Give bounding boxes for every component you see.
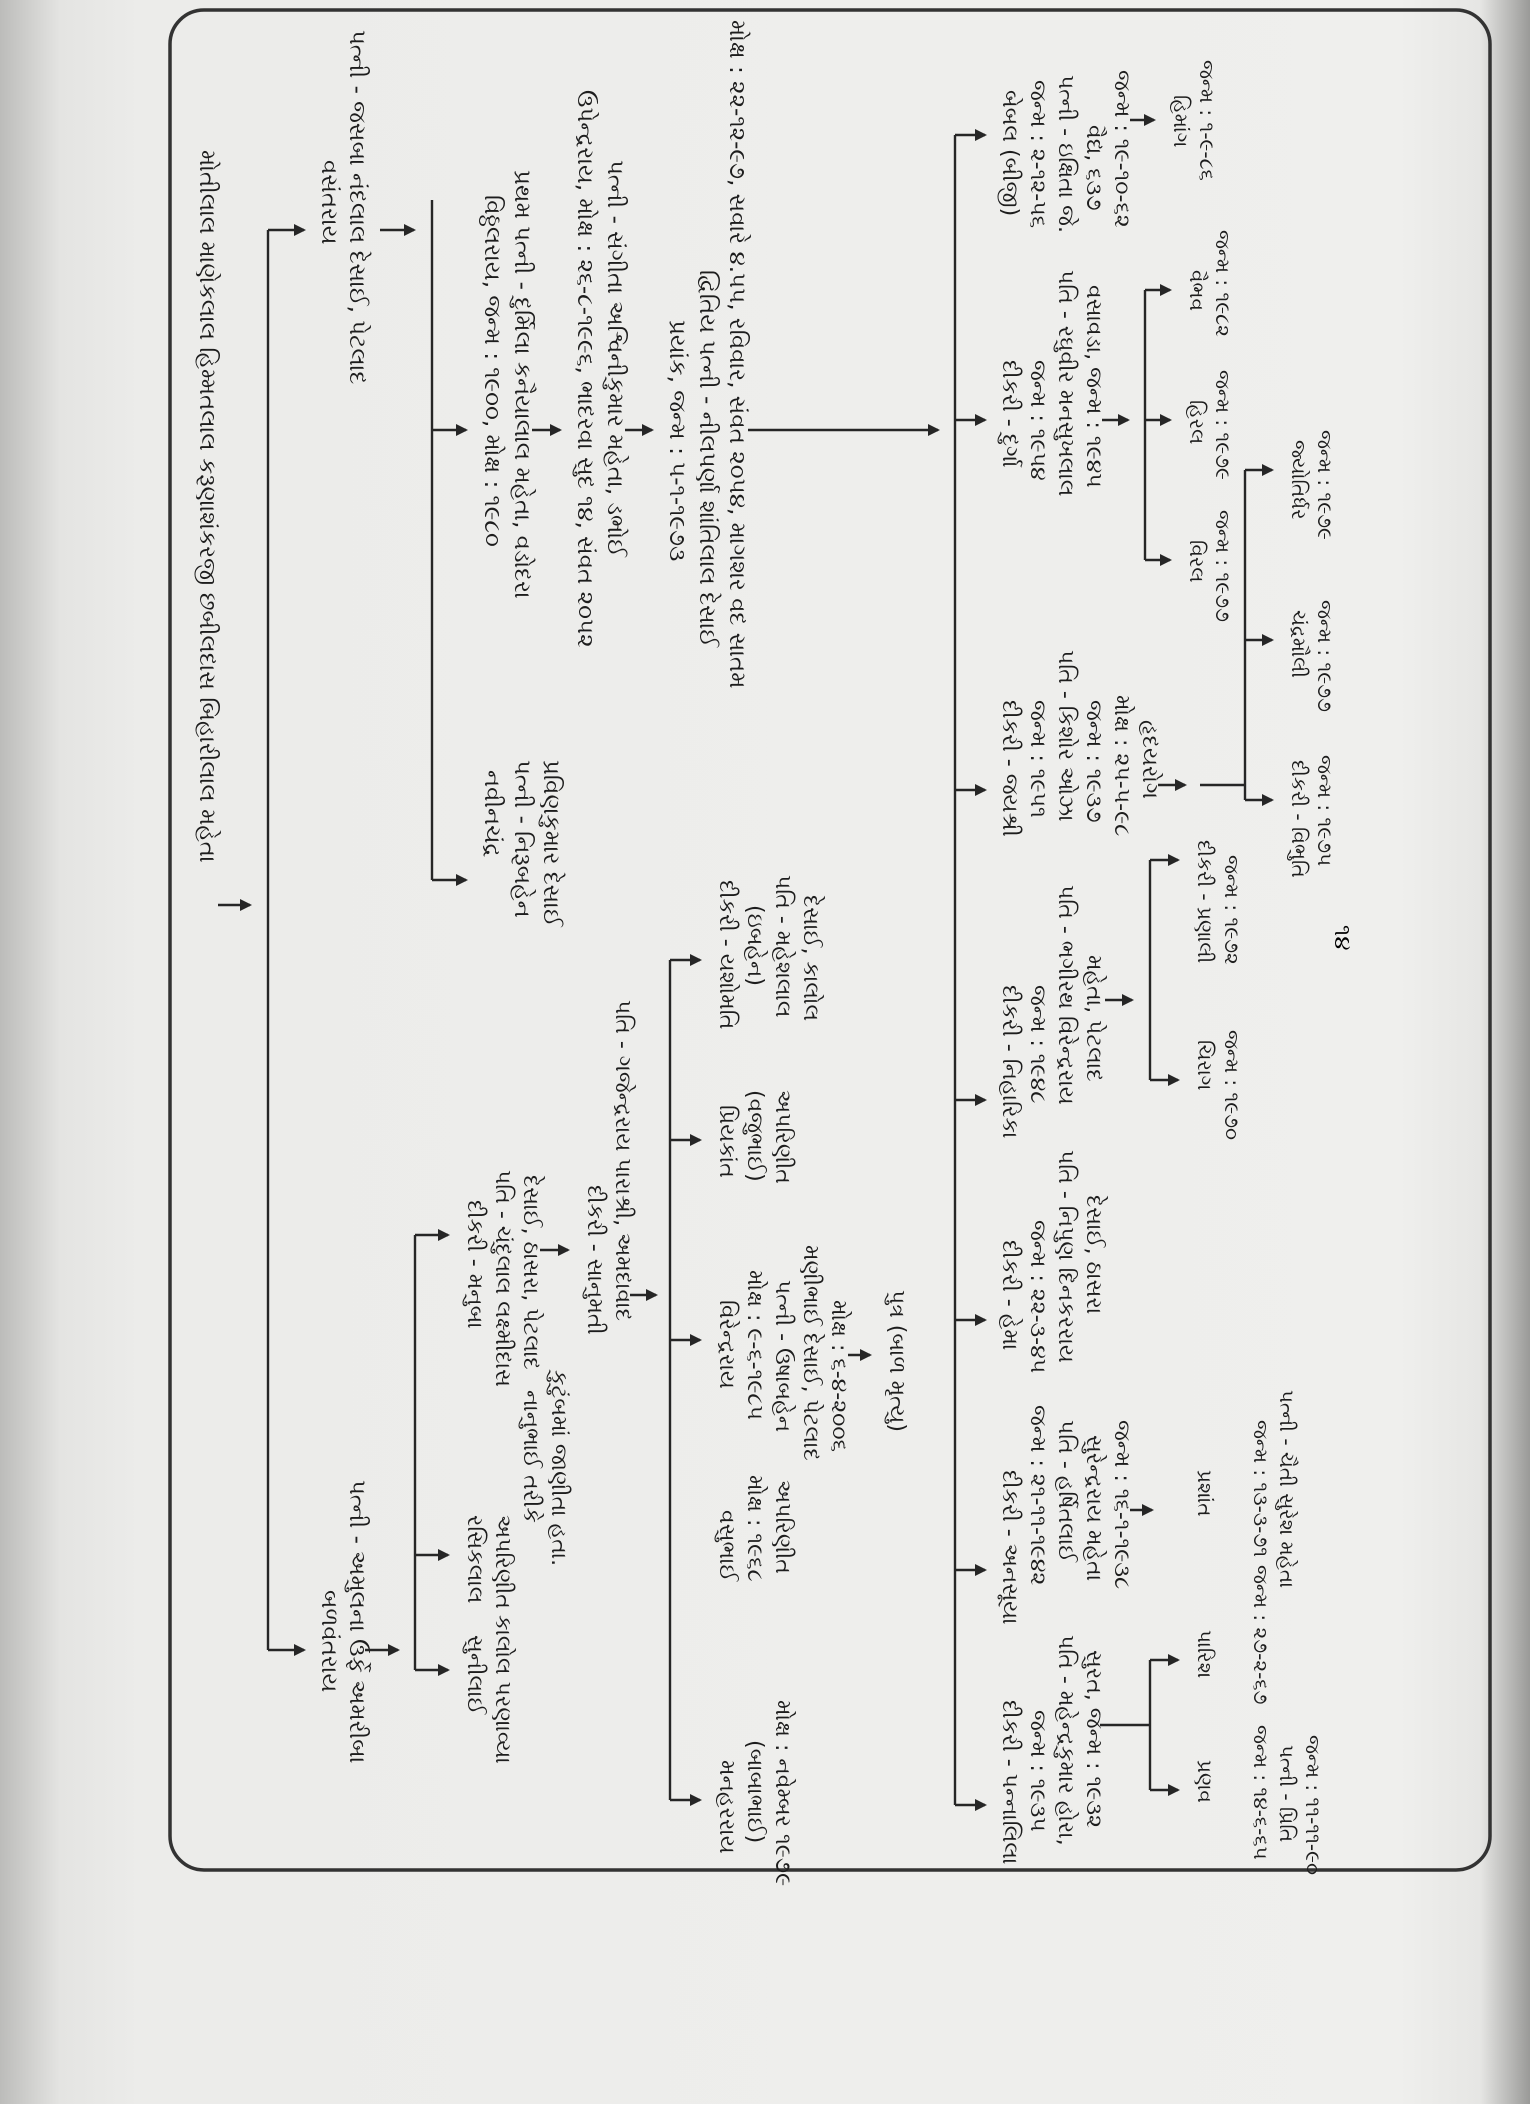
prashant-line2: જન્મ : ૧૩-૩-૭૧	[1249, 1420, 1273, 1558]
branch-basantray	[316, 1480, 370, 1763]
chirag-name: ચિરાગ	[1193, 1040, 1217, 1091]
vithalray-name: વિઠ્ઠલરાય, જન્મ : ૧૯૦૦, મોક્ષ : ૧૯૮૦	[479, 195, 505, 547]
rasiklal-line4: કુટુંબમાં જાણીતા હતા.	[546, 1370, 571, 1567]
pannalila-node	[997, 1635, 1106, 1864]
prashant-node	[1193, 1390, 1299, 1588]
hiral-line2: જન્મ : ૧૯૭૯	[1211, 370, 1235, 480]
hema-node	[997, 1150, 1108, 1373]
jayshree-line5: મોક્ષ : ૨૫-૫-૯૮	[1109, 695, 1134, 837]
jyotirdhar-name: જ્યોતિર્ધર	[1287, 440, 1311, 520]
vasantray-name: વસંતરાય	[316, 160, 342, 245]
durga-name: દીકરી - દુર્ગા	[997, 360, 1022, 468]
hema-name: દીકરી - હેમા	[997, 1240, 1022, 1351]
sanumati-name: દીકરી - સાનુમતી	[582, 1185, 607, 1335]
virendraray-line6: પુત્ર (બાળ મૃત્યુ)	[884, 1290, 909, 1432]
priyakant-line3: અપરિણીત	[770, 1090, 795, 1184]
virendraray-line5: મોક્ષ : ૬-૪-૨૦૦૬	[826, 1300, 851, 1452]
hema-line4: દેસાઈ, ઠાસરા	[1081, 1195, 1106, 1315]
vaibhav-name: વૈભવ	[1185, 270, 1209, 311]
rasiklal-line3: નાનુભાઈ તરીકે	[518, 1390, 543, 1523]
jayshree-name: દીકરી - જયશ્રી	[997, 700, 1022, 837]
hema-line2: જન્મ : ૨૨-૩-૪૫	[1025, 1220, 1050, 1374]
rasiklal-line2: અપરિણીત	[490, 1515, 515, 1609]
manuba-node	[462, 1170, 545, 1387]
yashomati-name: દીકરી - યશોમતિ	[714, 880, 739, 1030]
vasubhai-name: વસુભાઈ	[714, 1510, 739, 1582]
jayshree-line6: હૃદયરોગ	[1137, 720, 1162, 799]
prayank-line1: પ્રયાંક, જન્મ : ૫-૧-૧૯૭૩	[664, 320, 690, 562]
manharray-line2: (બાબાભાઈ)	[742, 1740, 767, 1844]
pranav-line3: પત્ની - પ્રિતિ	[1275, 1745, 1299, 1843]
root-title: મોતીલાલ માણેકલાલ હિમ્મતલાલ કરૂણાશંકરજી છબીલદાસ બિહારીલાલ મહેતા	[194, 150, 220, 863]
manuba-line3: દેસાઈ, ઠાસરા, પેટલાદ	[518, 1175, 543, 1370]
pannalila-name: દીકરી - પન્નાલિલા	[997, 1700, 1022, 1865]
pannalila-line4: સુરત, જન્મ : ૧૯૩૨	[1081, 1650, 1106, 1828]
parish-node	[1193, 1565, 1273, 1705]
himang-name: હિમાંગ	[1169, 95, 1193, 148]
vasubhai-line3: અપરિણીત	[770, 1480, 795, 1574]
parish-name: પારિશ	[1193, 1630, 1217, 1679]
durga-line2: જન્મ : ૧૯૫૪	[1025, 360, 1050, 481]
pranav-line4: જન્મ : ૧૧-૧૧-૯૦	[1301, 1735, 1325, 1876]
jayshree-line4: જન્મ : ૧૯૩૭	[1081, 700, 1106, 823]
anasuya-line3: પતિ - હર્ષિતલાઈ	[1053, 1420, 1078, 1563]
page-number: ૧૪	[1329, 925, 1355, 951]
pranali-name: દીકરી - પ્રણાલી	[1193, 840, 1217, 964]
viral-name: વિરલ	[1185, 540, 1209, 583]
durga-line3: પતિ - રઘુવીર મનસુખલાલ	[1053, 270, 1078, 497]
pranav-name: પ્રણવ	[1193, 1760, 1217, 1803]
durga-line4: વસાવડા, જન્મ : ૧૯૪૫	[1081, 285, 1106, 488]
vaibhav-node	[1185, 230, 1235, 337]
rasiklal-node	[462, 1368, 571, 1609]
chandramouli-name: ચંદ્રમૌલી	[1287, 610, 1311, 678]
jayshree-line3: પતિ - કિશોર ઓઝા	[1053, 650, 1078, 822]
vasantray-wife: પત્ની - જસબા નંદલાલ દેસાઈ, પેટલાદ	[344, 30, 370, 385]
pranav-line2: જન્મ : ૧૪-૬-૬૫	[1249, 1725, 1273, 1860]
viral-node	[1185, 510, 1235, 622]
sunilai-name: સુનીલાઈ	[462, 1635, 487, 1715]
niharika-line2: જન્મ : ૧૯૪૮	[1025, 985, 1050, 1104]
basantray-name: બળવંતરાય	[316, 1590, 342, 1693]
jyotirdhar-node	[1287, 430, 1337, 540]
manharray-line3: મોક્ષ : નવેમ્બર ૧૯૭૯	[770, 1700, 795, 1887]
chirag-line2: જન્મ : ૧૯૭૦	[1220, 1030, 1244, 1141]
basantray-wife: પત્ની - અમુલના ઉર્ફે અમરીબા	[344, 1480, 370, 1764]
navinchandra-node	[479, 760, 566, 928]
sunilai-line2: કાલોલ પરણાવ્યા	[490, 1615, 515, 1764]
priyakant-name: પ્રિયકાંત	[714, 1105, 739, 1178]
virendraray-name: વિરેન્દ્રરાય	[714, 1300, 739, 1389]
chirag-node	[1193, 1030, 1244, 1140]
manuba-name: દીકરી - મનુબા	[462, 1200, 487, 1329]
navinchandra-wife-family: પ્રવિણકુમાર દેસાઈ	[538, 760, 564, 927]
himang-line2: જન્મ : ૧-૯-૮૬	[1195, 60, 1219, 181]
niharika-node	[997, 885, 1107, 1138]
pranav-node	[1193, 1725, 1325, 1875]
pranali-node	[1193, 840, 1244, 965]
upendra-line2: પત્ની - સંગીતા અશ્વિનીકુમાર મહેતા, ડભોઈ	[602, 160, 628, 557]
vasubhai-line2: મોક્ષ : ૧૯૬૮	[742, 1475, 767, 1582]
anasuya-name: દીકરી - અનસૂયા	[997, 1470, 1022, 1625]
anasuya-line4: સુરેન્દ્રરાય મહેતા	[1081, 1435, 1106, 1582]
viral-line2: જન્મ : ૧૯૭૭	[1211, 510, 1235, 622]
vibhuti-name: દીકરી - વિભુતિ	[1287, 760, 1311, 878]
upendra-line1: ઉપેન્દ્રરાય, મોક્ષ : ૨૬-૮-૧૯૯૬, ભાદરવા સુદ ૧૪, સંવત ૨૦૫૨	[572, 90, 598, 648]
bebal-name: બેબલ (બીજી)	[997, 90, 1022, 217]
vithalray-node	[479, 170, 536, 599]
anasuya-node	[997, 1405, 1134, 1625]
vibhuti-line2: જન્મ : ૧૯૭૫	[1313, 755, 1337, 867]
anasuya-line2: જન્મ : ૨૧-૧૧-૧૯૪૨	[1025, 1405, 1050, 1586]
niharika-name: દીકરી - નિહારિકા	[997, 985, 1022, 1139]
priyakant-node	[714, 1090, 795, 1184]
chandramouli-line2: જન્મ : ૧૯૭૭	[1313, 600, 1337, 712]
bebal-node	[997, 70, 1134, 233]
manharray-node	[714, 1700, 796, 1886]
himang-node	[1169, 60, 1219, 181]
virendraray-line4: મણીભાઈ દેસાઈ, પેટલાદ	[798, 1245, 823, 1461]
pannalila-line3: પતિ - મહેન્દ્રકુમાર હોરા,	[1053, 1635, 1078, 1846]
yashomati-line2: (ઇબહેન)	[742, 905, 767, 987]
branch-vasantray	[316, 30, 372, 385]
pannalila-line2: જન્મ : ૧૯૩૫	[1025, 1710, 1050, 1832]
virendraray-node	[714, 1245, 909, 1461]
prayank-node	[664, 20, 751, 688]
manharray-name: મનહરરાય	[714, 1760, 739, 1854]
pranali-line2: જન્મ : ૧૯૭૨	[1220, 855, 1244, 965]
anasuya-line5: જન્મ : ૧૬-૧-૧૯૩૮	[1109, 1420, 1134, 1590]
vibhuti-node	[1287, 755, 1337, 878]
vithalray-wife: પ્રથમ પત્ની - દુર્મિલા કનૈયાલાલ મહેતા, વડોદરા	[509, 170, 535, 599]
yashomati-line4: દેસાઈ, કાલોલ	[798, 895, 823, 1022]
prashant-name: પ્રશાંત	[1193, 1470, 1217, 1517]
bebal-line3: પત્ની - ઇક્ષિતા જે.	[1053, 75, 1078, 233]
manuba-line2: પતિ - ચંદુલાલ લક્ષ્મીદાસ	[490, 1170, 515, 1387]
jyotirdhar-line2: જન્મ : ૧૯૭૯	[1313, 430, 1337, 540]
virendraray-line2: મોક્ષ : ૯-૬-૧૯૮૫	[742, 1270, 767, 1420]
navinchandra-wife: પત્ની - નિરૂબહેન	[509, 760, 535, 918]
jayshree-node	[997, 650, 1163, 837]
sanumati-line2: પતિ - ગજેન્દ્રરાય પારાશ્રી, અમદાવાદ	[610, 1000, 635, 1321]
yashomati-node	[714, 875, 825, 1029]
vaibhav-line2: જન્મ : ૧૯૮૨	[1211, 230, 1235, 337]
niharika-line3: પતિ - ભગીરથ વિરેન્દ્રરાય	[1053, 885, 1078, 1105]
virendraray-line3: પત્ની - ઉષાબહેન	[770, 1280, 795, 1433]
prashant-line3: પત્ની - ચૈતી સુરેશ મહેતા	[1275, 1390, 1299, 1589]
yashomati-line3: પતિ - મહેશલાલ	[770, 875, 795, 1018]
bebal-line4: વૈદ્ય, ૬૩૭	[1081, 125, 1106, 211]
parish-line2: જન્મ : ૨૭-૨-૬૭	[1249, 1565, 1273, 1705]
priyakant-line2: (વજુભાઈ)	[742, 1090, 767, 1182]
sunilai-node	[462, 1615, 516, 1764]
durga-node	[997, 270, 1106, 496]
sanumati-node	[582, 1000, 636, 1335]
rasiklal-name: રસિકલાલ	[462, 1515, 487, 1604]
hiral-name: હિરલ	[1185, 400, 1209, 445]
bebal-line2: જન્મ : ૨-૧૨-૫૬	[1025, 80, 1050, 229]
prayank-line3: મોક્ષ : ૨૨-૧૨-૯૭, સવારે ૪.૫૫, રવિવાર, સંવત ૨૦૫૪, માગશર વદ સાતમ	[724, 20, 750, 689]
hiral-node	[1185, 370, 1235, 480]
hema-line3: પતિ - નિપુણ દિનકરરાય	[1053, 1150, 1078, 1363]
upendra-node	[572, 90, 629, 648]
chandramouli-node	[1287, 600, 1337, 712]
jayshree-line2: જન્મ : ૧૯૫૧	[1025, 700, 1050, 818]
prayank-line2: દ્વિતિય પત્ની - નીલપર્ણા શાંતિલાલ દેસાઈ	[694, 270, 720, 648]
bebal-line5: જન્મ : ૧૯-૧૦-૬૨	[1109, 70, 1134, 228]
vasubhai-node	[714, 1475, 795, 1583]
navinchandra-name: નવીનચંદ્ર	[479, 770, 505, 858]
niharika-line4: મહેતા, પેટલાદ	[1081, 955, 1106, 1082]
